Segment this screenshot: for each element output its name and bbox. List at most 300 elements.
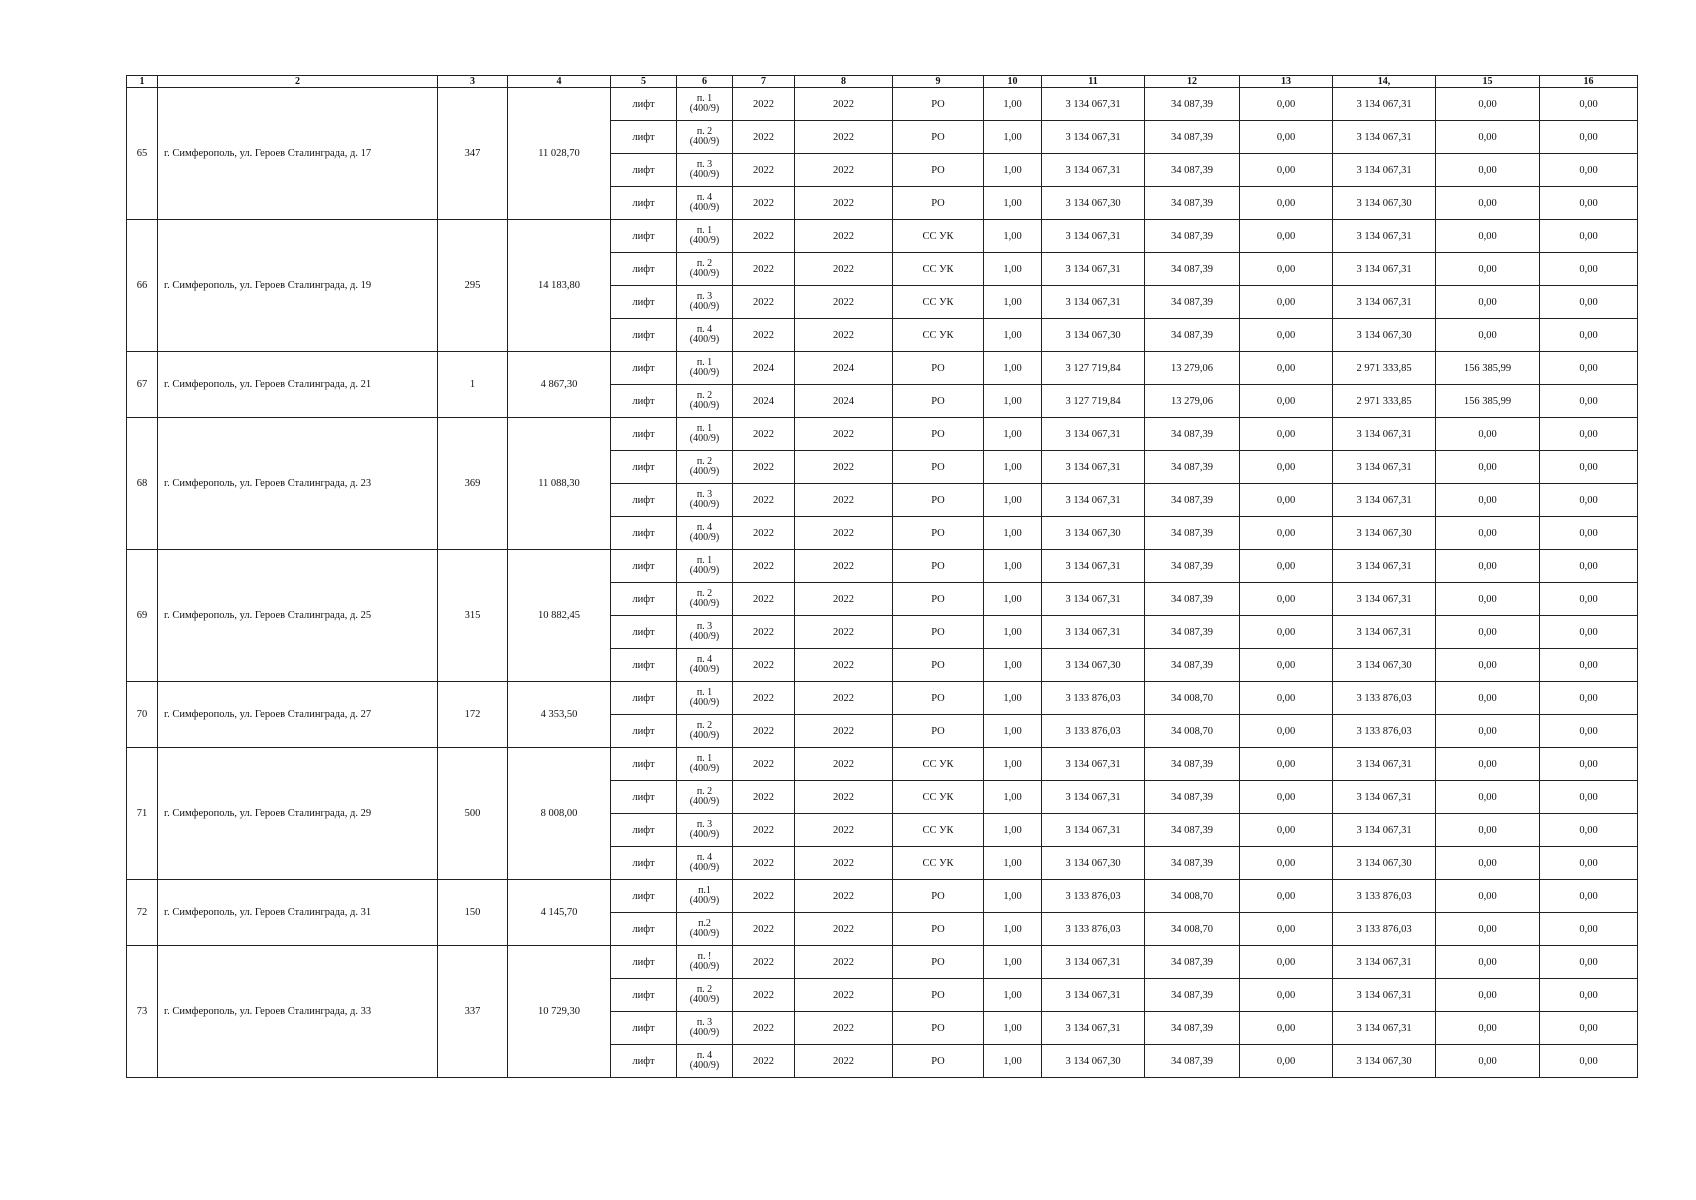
start-year: 2022: [733, 154, 795, 187]
work-type: лифт: [611, 1012, 677, 1045]
column-number: 9: [893, 76, 984, 88]
entrance-number: п. 3: [696, 621, 713, 632]
cost-value-12: 34 087,39: [1145, 781, 1240, 814]
cost-value-15: 0,00: [1436, 187, 1540, 220]
funding-source: СС УК: [893, 286, 984, 319]
cost-value-16: 0,00: [1540, 946, 1638, 979]
table-row: [127, 220, 1638, 253]
cost-value-16: 0,00: [1540, 352, 1638, 385]
cost-value-12: 34 087,39: [1145, 979, 1240, 1012]
total-cost: 3 134 067,30: [1042, 649, 1145, 682]
entrance-cell: [677, 748, 733, 781]
cost-value-16: 0,00: [1540, 781, 1638, 814]
end-year: 2022: [795, 187, 893, 220]
cost-value-16: 0,00: [1540, 583, 1638, 616]
start-year: 2022: [733, 616, 795, 649]
cost-value-12: 34 087,39: [1145, 154, 1240, 187]
entrance-code: (400/9): [689, 895, 720, 906]
cost-value-15: 0,00: [1436, 748, 1540, 781]
cost-value-16: 0,00: [1540, 187, 1638, 220]
start-year: 2022: [733, 418, 795, 451]
house-area: 10 882,45: [508, 550, 611, 682]
cost-value-13: 0,00: [1240, 550, 1333, 583]
cost-value-16: 0,00: [1540, 814, 1638, 847]
cost-value-15: 0,00: [1436, 946, 1540, 979]
cost-value-15: 0,00: [1436, 979, 1540, 1012]
end-year: 2022: [795, 517, 893, 550]
start-year: 2022: [733, 781, 795, 814]
table-row: [127, 88, 1638, 121]
cost-value-16: 0,00: [1540, 715, 1638, 748]
funding-source: РО: [893, 451, 984, 484]
cost-value-14: 3 134 067,31: [1333, 814, 1436, 847]
cost-value-13: 0,00: [1240, 781, 1333, 814]
coefficient: 1,00: [984, 550, 1042, 583]
cost-value-16: 0,00: [1540, 88, 1638, 121]
cost-value-13: 0,00: [1240, 418, 1333, 451]
cost-value-16: 0,00: [1540, 286, 1638, 319]
coefficient: 1,00: [984, 715, 1042, 748]
start-year: 2022: [733, 187, 795, 220]
cost-value-14: 2 971 333,85: [1333, 352, 1436, 385]
total-cost: 3 134 067,31: [1042, 484, 1145, 517]
entrance-cell: [677, 484, 733, 517]
house-area: 4 145,70: [508, 880, 611, 946]
cost-value-15: 0,00: [1436, 1012, 1540, 1045]
column-number: 12: [1145, 76, 1240, 88]
entrance-number: п. 4: [696, 1050, 713, 1061]
cost-value-15: 0,00: [1436, 220, 1540, 253]
cost-value-12: 13 279,06: [1145, 352, 1240, 385]
entrance-code: (400/9): [689, 664, 720, 675]
house-area: 11 028,70: [508, 88, 611, 220]
work-type: лифт: [611, 1045, 677, 1078]
entrance-cell: [677, 880, 733, 913]
start-year: 2022: [733, 847, 795, 880]
cost-value-14: 3 134 067,31: [1333, 451, 1436, 484]
coefficient: 1,00: [984, 88, 1042, 121]
cost-value-16: 0,00: [1540, 1012, 1638, 1045]
cost-value-12: 13 279,06: [1145, 385, 1240, 418]
total-cost: 3 134 067,31: [1042, 121, 1145, 154]
work-type: лифт: [611, 946, 677, 979]
funding-source: РО: [893, 121, 984, 154]
cost-value-15: 0,00: [1436, 880, 1540, 913]
funding-source: РО: [893, 583, 984, 616]
house-value-3: 347: [438, 88, 508, 220]
column-number: 6: [677, 76, 733, 88]
cost-value-12: 34 087,39: [1145, 286, 1240, 319]
entrance-cell: [677, 418, 733, 451]
work-type: лифт: [611, 253, 677, 286]
entrance-cell: [677, 814, 733, 847]
house-area: 14 183,80: [508, 220, 611, 352]
column-number: 4: [508, 76, 611, 88]
start-year: 2022: [733, 748, 795, 781]
cost-value-16: 0,00: [1540, 385, 1638, 418]
work-type: лифт: [611, 187, 677, 220]
cost-value-14: 3 134 067,31: [1333, 88, 1436, 121]
end-year: 2022: [795, 484, 893, 517]
cost-value-16: 0,00: [1540, 880, 1638, 913]
cost-value-15: 156 385,99: [1436, 352, 1540, 385]
entrance-number: п. 1: [696, 753, 713, 764]
entrance-code: (400/9): [689, 730, 720, 741]
end-year: 2022: [795, 616, 893, 649]
funding-source: РО: [893, 946, 984, 979]
end-year: 2022: [795, 121, 893, 154]
house-area: 4 867,30: [508, 352, 611, 418]
cost-value-13: 0,00: [1240, 220, 1333, 253]
cost-value-15: 0,00: [1436, 319, 1540, 352]
start-year: 2022: [733, 946, 795, 979]
cost-value-13: 0,00: [1240, 682, 1333, 715]
funding-source: СС УК: [893, 781, 984, 814]
house-number: 67: [127, 352, 158, 418]
cost-value-14: 3 133 876,03: [1333, 880, 1436, 913]
total-cost: 3 134 067,31: [1042, 814, 1145, 847]
cost-value-13: 0,00: [1240, 352, 1333, 385]
cost-value-14: 3 134 067,31: [1333, 1012, 1436, 1045]
cost-value-14: 3 134 067,30: [1333, 187, 1436, 220]
cost-value-15: 0,00: [1436, 121, 1540, 154]
work-type: лифт: [611, 484, 677, 517]
cost-value-12: 34 008,70: [1145, 715, 1240, 748]
funding-source: СС УК: [893, 814, 984, 847]
cost-value-12: 34 087,39: [1145, 748, 1240, 781]
work-type: лифт: [611, 847, 677, 880]
cost-value-14: 3 134 067,30: [1333, 649, 1436, 682]
entrance-code: (400/9): [689, 928, 720, 939]
total-cost: 3 134 067,31: [1042, 253, 1145, 286]
funding-source: РО: [893, 682, 984, 715]
total-cost: 3 133 876,03: [1042, 913, 1145, 946]
entrance-cell: [677, 187, 733, 220]
cost-value-14: 3 134 067,31: [1333, 946, 1436, 979]
entrance-code: (400/9): [689, 433, 720, 444]
end-year: 2022: [795, 451, 893, 484]
entrance-cell: [677, 319, 733, 352]
coefficient: 1,00: [984, 847, 1042, 880]
coefficient: 1,00: [984, 484, 1042, 517]
coefficient: 1,00: [984, 880, 1042, 913]
cost-value-16: 0,00: [1540, 451, 1638, 484]
entrance-cell: [677, 286, 733, 319]
cost-value-15: 0,00: [1436, 583, 1540, 616]
cost-value-13: 0,00: [1240, 814, 1333, 847]
work-type: лифт: [611, 814, 677, 847]
entrance-number: п.2: [698, 918, 711, 929]
entrance-cell: [677, 550, 733, 583]
house-number: 69: [127, 550, 158, 682]
cost-value-14: 3 134 067,31: [1333, 979, 1436, 1012]
cost-value-13: 0,00: [1240, 88, 1333, 121]
end-year: 2022: [795, 715, 893, 748]
work-type: лифт: [611, 418, 677, 451]
cost-value-12: 34 087,39: [1145, 418, 1240, 451]
entrance-code: (400/9): [689, 169, 720, 180]
end-year: 2022: [795, 682, 893, 715]
end-year: 2024: [795, 352, 893, 385]
cost-value-15: 0,00: [1436, 451, 1540, 484]
end-year: 2022: [795, 583, 893, 616]
end-year: 2022: [795, 154, 893, 187]
cost-value-12: 34 008,70: [1145, 913, 1240, 946]
house-address: г. Симферополь, ул. Героев Сталинграда, д. 33: [158, 946, 438, 1078]
cost-value-12: 34 087,39: [1145, 220, 1240, 253]
cost-value-14: 3 134 067,31: [1333, 484, 1436, 517]
work-type: лифт: [611, 121, 677, 154]
entrance-code: (400/9): [689, 862, 720, 873]
entrance-cell: [677, 1045, 733, 1078]
cost-value-16: 0,00: [1540, 847, 1638, 880]
entrance-code: (400/9): [689, 796, 720, 807]
end-year: 2022: [795, 748, 893, 781]
entrance-code: (400/9): [689, 268, 720, 279]
cost-value-14: 3 134 067,31: [1333, 748, 1436, 781]
cost-value-13: 0,00: [1240, 1012, 1333, 1045]
funding-source: РО: [893, 385, 984, 418]
cost-value-14: 3 133 876,03: [1333, 682, 1436, 715]
cost-value-13: 0,00: [1240, 616, 1333, 649]
start-year: 2022: [733, 88, 795, 121]
entrance-number: п. 2: [696, 720, 713, 731]
cost-value-12: 34 087,39: [1145, 550, 1240, 583]
entrance-cell: [677, 517, 733, 550]
entrance-number: п.1: [698, 885, 711, 896]
house-address: г. Симферополь, ул. Героев Сталинграда, д. 31: [158, 880, 438, 946]
cost-value-16: 0,00: [1540, 484, 1638, 517]
house-area: 10 729,30: [508, 946, 611, 1078]
start-year: 2022: [733, 121, 795, 154]
entrance-number: п. 3: [696, 1017, 713, 1028]
entrance-cell: [677, 451, 733, 484]
end-year: 2022: [795, 880, 893, 913]
start-year: 2022: [733, 286, 795, 319]
cost-value-14: 3 134 067,31: [1333, 616, 1436, 649]
total-cost: 3 134 067,30: [1042, 517, 1145, 550]
start-year: 2024: [733, 352, 795, 385]
start-year: 2022: [733, 913, 795, 946]
column-number: 5: [611, 76, 677, 88]
end-year: 2022: [795, 1012, 893, 1045]
entrance-code: (400/9): [689, 466, 720, 477]
entrance-cell: [677, 121, 733, 154]
house-number: 73: [127, 946, 158, 1078]
entrance-number: п. 2: [696, 390, 713, 401]
total-cost: 3 134 067,30: [1042, 847, 1145, 880]
cost-value-12: 34 087,39: [1145, 121, 1240, 154]
entrance-cell: [677, 781, 733, 814]
end-year: 2024: [795, 385, 893, 418]
house-value-3: 172: [438, 682, 508, 748]
cost-value-12: 34 087,39: [1145, 616, 1240, 649]
entrance-number: п. 3: [696, 819, 713, 830]
funding-source: РО: [893, 616, 984, 649]
cost-value-12: 34 087,39: [1145, 847, 1240, 880]
coefficient: 1,00: [984, 451, 1042, 484]
cost-value-12: 34 008,70: [1145, 682, 1240, 715]
column-number-row: [127, 76, 1638, 88]
cost-value-13: 0,00: [1240, 319, 1333, 352]
cost-value-15: 0,00: [1436, 649, 1540, 682]
entrance-number: п. 1: [696, 93, 713, 104]
entrance-code: (400/9): [689, 697, 720, 708]
cost-value-14: 3 134 067,31: [1333, 121, 1436, 154]
table-row: [127, 946, 1638, 979]
table-row: [127, 352, 1638, 385]
total-cost: 3 134 067,30: [1042, 187, 1145, 220]
end-year: 2022: [795, 847, 893, 880]
work-type: лифт: [611, 88, 677, 121]
total-cost: 3 134 067,31: [1042, 154, 1145, 187]
cost-value-12: 34 087,39: [1145, 517, 1240, 550]
cost-value-16: 0,00: [1540, 319, 1638, 352]
cost-value-13: 0,00: [1240, 253, 1333, 286]
cost-value-12: 34 087,39: [1145, 187, 1240, 220]
entrance-number: п. 1: [696, 687, 713, 698]
entrance-number: п. 1: [696, 423, 713, 434]
funding-source: РО: [893, 187, 984, 220]
entrance-code: (400/9): [689, 961, 720, 972]
house-number: 70: [127, 682, 158, 748]
column-number: 8: [795, 76, 893, 88]
entrance-code: (400/9): [689, 103, 720, 114]
cost-value-16: 0,00: [1540, 550, 1638, 583]
table-row: [127, 880, 1638, 913]
cost-value-15: 0,00: [1436, 913, 1540, 946]
total-cost: 3 133 876,03: [1042, 880, 1145, 913]
house-address: г. Симферополь, ул. Героев Сталинграда, д. 19: [158, 220, 438, 352]
entrance-code: (400/9): [689, 565, 720, 576]
column-number: 14,: [1333, 76, 1436, 88]
cost-value-13: 0,00: [1240, 484, 1333, 517]
start-year: 2022: [733, 220, 795, 253]
work-type: лифт: [611, 682, 677, 715]
funding-source: РО: [893, 418, 984, 451]
entrance-code: (400/9): [689, 1060, 720, 1071]
entrance-code: (400/9): [689, 829, 720, 840]
cost-value-16: 0,00: [1540, 220, 1638, 253]
house-value-3: 337: [438, 946, 508, 1078]
work-type: лифт: [611, 979, 677, 1012]
house-address: г. Симферополь, ул. Героев Сталинграда, д. 27: [158, 682, 438, 748]
coefficient: 1,00: [984, 352, 1042, 385]
entrance-code: (400/9): [689, 235, 720, 246]
entrance-cell: [677, 979, 733, 1012]
coefficient: 1,00: [984, 682, 1042, 715]
cost-value-12: 34 087,39: [1145, 649, 1240, 682]
coefficient: 1,00: [984, 1045, 1042, 1078]
cost-value-12: 34 087,39: [1145, 1045, 1240, 1078]
cost-value-13: 0,00: [1240, 286, 1333, 319]
house-value-3: 369: [438, 418, 508, 550]
entrance-number: п. 3: [696, 159, 713, 170]
start-year: 2022: [733, 583, 795, 616]
total-cost: 3 127 719,84: [1042, 352, 1145, 385]
house-address: г. Симферополь, ул. Героев Сталинграда, д. 17: [158, 88, 438, 220]
cost-value-13: 0,00: [1240, 979, 1333, 1012]
cost-value-16: 0,00: [1540, 517, 1638, 550]
cost-value-15: 0,00: [1436, 682, 1540, 715]
work-type: лифт: [611, 352, 677, 385]
work-type: лифт: [611, 517, 677, 550]
table-row: [127, 550, 1638, 583]
house-number: 66: [127, 220, 158, 352]
total-cost: 3 134 067,31: [1042, 1012, 1145, 1045]
coefficient: 1,00: [984, 319, 1042, 352]
entrance-code: (400/9): [689, 301, 720, 312]
cost-value-15: 0,00: [1436, 781, 1540, 814]
end-year: 2022: [795, 649, 893, 682]
cost-value-14: 3 134 067,31: [1333, 253, 1436, 286]
entrance-cell: [677, 253, 733, 286]
cost-value-14: 3 134 067,30: [1333, 1045, 1436, 1078]
start-year: 2022: [733, 484, 795, 517]
cost-value-16: 0,00: [1540, 913, 1638, 946]
column-number: 13: [1240, 76, 1333, 88]
coefficient: 1,00: [984, 979, 1042, 1012]
entrance-number: п. 4: [696, 192, 713, 203]
start-year: 2022: [733, 715, 795, 748]
cost-value-16: 0,00: [1540, 253, 1638, 286]
total-cost: 3 133 876,03: [1042, 715, 1145, 748]
cost-value-15: 156 385,99: [1436, 385, 1540, 418]
entrance-code: (400/9): [689, 598, 720, 609]
cost-value-14: 2 971 333,85: [1333, 385, 1436, 418]
cost-value-16: 0,00: [1540, 979, 1638, 1012]
cost-value-15: 0,00: [1436, 847, 1540, 880]
start-year: 2022: [733, 1012, 795, 1045]
house-area: 4 353,50: [508, 682, 611, 748]
total-cost: 3 127 719,84: [1042, 385, 1145, 418]
cost-value-15: 0,00: [1436, 1045, 1540, 1078]
end-year: 2022: [795, 979, 893, 1012]
house-area: 11 088,30: [508, 418, 611, 550]
entrance-cell: [677, 1012, 733, 1045]
total-cost: 3 134 067,31: [1042, 418, 1145, 451]
entrance-code: (400/9): [689, 631, 720, 642]
coefficient: 1,00: [984, 154, 1042, 187]
cost-value-15: 0,00: [1436, 418, 1540, 451]
cost-value-13: 0,00: [1240, 1045, 1333, 1078]
work-type: лифт: [611, 616, 677, 649]
end-year: 2022: [795, 319, 893, 352]
entrance-code: (400/9): [689, 499, 720, 510]
house-value-3: 150: [438, 880, 508, 946]
cost-value-13: 0,00: [1240, 154, 1333, 187]
entrance-number: п. 2: [696, 984, 713, 995]
coefficient: 1,00: [984, 253, 1042, 286]
entrance-number: п. 2: [696, 786, 713, 797]
end-year: 2022: [795, 1045, 893, 1078]
funding-source: РО: [893, 1012, 984, 1045]
start-year: 2022: [733, 319, 795, 352]
funding-source: СС УК: [893, 220, 984, 253]
coefficient: 1,00: [984, 583, 1042, 616]
cost-value-12: 34 087,39: [1145, 946, 1240, 979]
work-type: лифт: [611, 385, 677, 418]
funding-source: РО: [893, 913, 984, 946]
end-year: 2022: [795, 286, 893, 319]
cost-value-15: 0,00: [1436, 253, 1540, 286]
cost-value-14: 3 134 067,30: [1333, 517, 1436, 550]
house-value-3: 295: [438, 220, 508, 352]
funding-source: РО: [893, 352, 984, 385]
house-number: 71: [127, 748, 158, 880]
house-address: г. Симферополь, ул. Героев Сталинграда, д. 21: [158, 352, 438, 418]
start-year: 2022: [733, 649, 795, 682]
